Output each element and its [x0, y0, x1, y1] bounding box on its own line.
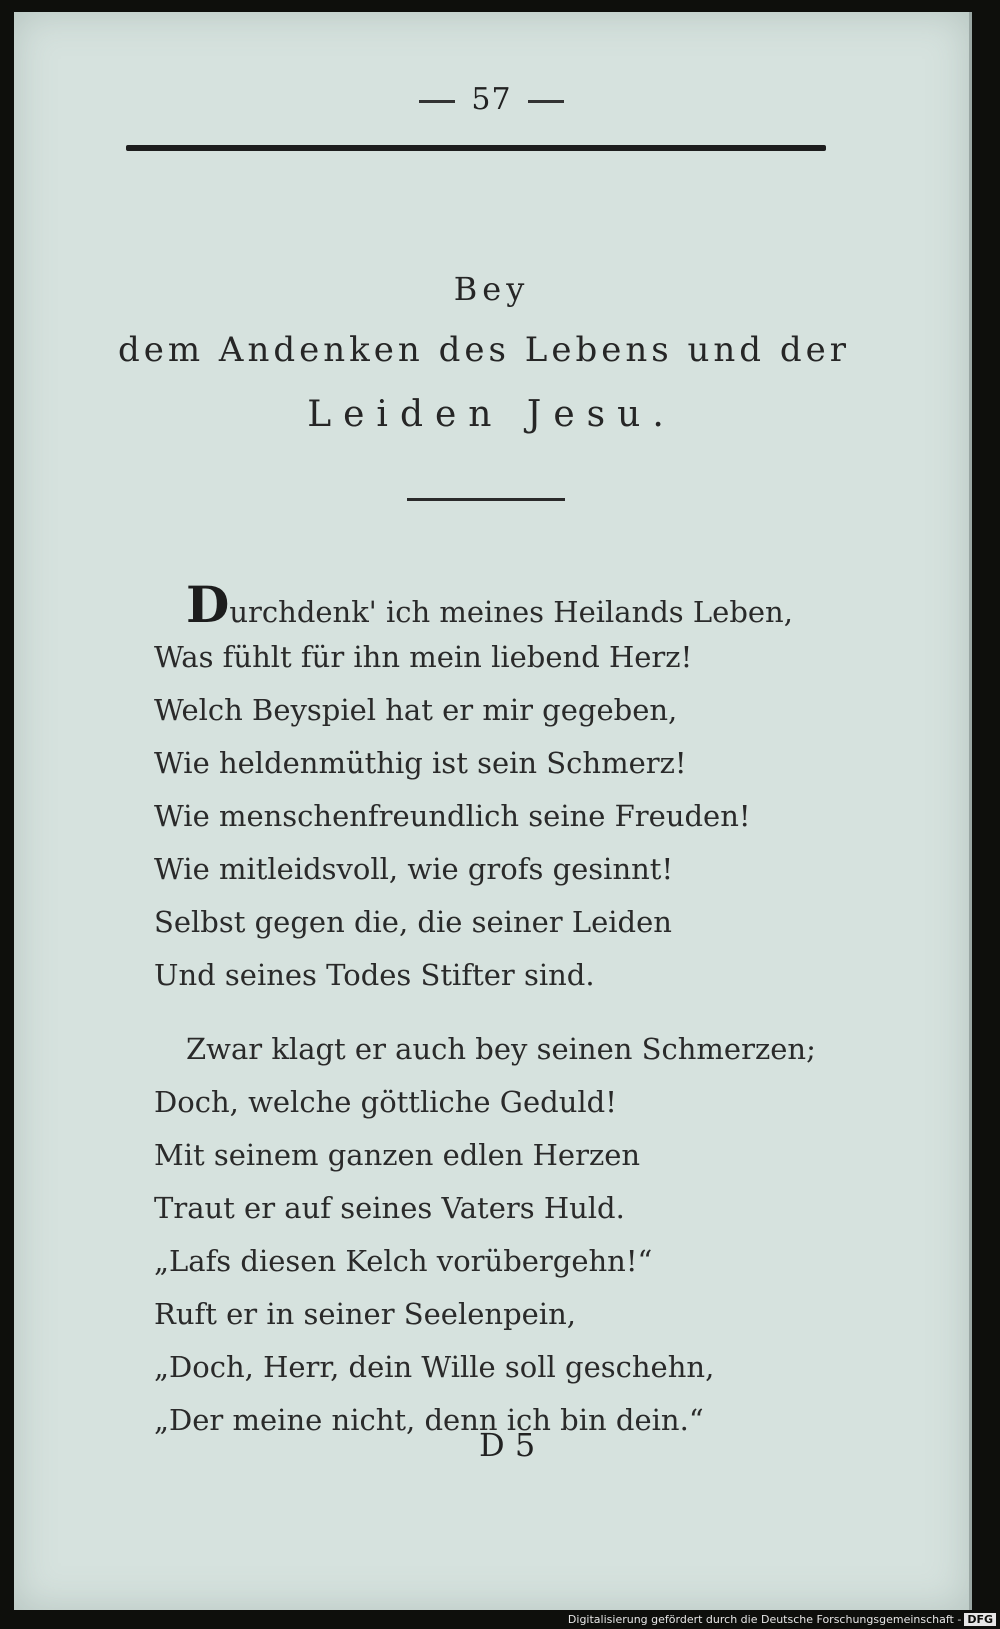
stanza-2 [154, 1023, 834, 1447]
stanza-line: Wie heldenmüthig ist sein Schmerz! [154, 746, 687, 780]
page-header [14, 82, 969, 117]
book-page [14, 12, 972, 1610]
footer-text: Digitalisierung gefördert durch die Deutsche Forschungsgemeinschaft - [567, 1613, 962, 1626]
bleed-through-text [194, 132, 854, 344]
page-number: 57 [471, 82, 512, 117]
stanza-line: Wie menschenfreundlich seine Freuden! [154, 799, 751, 833]
stanza-line: Und seines Todes Stifter sind. [154, 958, 595, 992]
stanza-line: Wie mitleidsvoll, wie grofs gesinnt! [154, 852, 674, 886]
stanza-line: Zwar klagt er auch bey seinen Schmerzen; [186, 1032, 816, 1066]
title-rule [407, 498, 565, 501]
stanza-line: Traut er auf seines Vaters Huld. [154, 1191, 625, 1225]
stanza-line: Welch Beyspiel hat er mir gegeben, [154, 693, 678, 727]
stanza-1-line-1-rest: urchdenk' ich meines Heilands Leben, [229, 595, 793, 629]
header-dash-right [528, 100, 564, 103]
stanza-line: Ruft er in seiner Seelenpein, [154, 1297, 576, 1331]
header-rule [126, 145, 826, 151]
stanza-line: Mit seinem ganzen edlen Herzen [154, 1138, 641, 1172]
signature-mark: D 5 [479, 1426, 536, 1464]
digitization-footer [568, 1613, 996, 1626]
stanza-line: „Lafs diesen Kelch vorübergehn!“ [154, 1244, 653, 1278]
title-line-1: Bey [453, 270, 530, 308]
dfg-logo: DFG [964, 1613, 996, 1626]
title-line-2: dem Andenken des Lebens und der [118, 330, 850, 370]
stanza-line: „Doch, Herr, dein Wille soll geschehn, [154, 1350, 715, 1384]
stanza-line: Was fühlt für ihn mein liebend Herz! [154, 640, 693, 674]
stanza-1 [154, 575, 834, 1002]
header-dash-left [419, 100, 455, 103]
stanza-1-line-1 [154, 575, 834, 634]
stanza-line: Selbst gegen die, die seiner Leiden [154, 905, 672, 939]
drop-cap: D [186, 575, 230, 634]
stanza-line: „Der meine nicht, denn ich bin dein.“ [154, 1403, 704, 1437]
stanza-line: Doch, welche göttliche Geduld! [154, 1085, 617, 1119]
title-line-3: Leiden Jesu. [307, 394, 676, 435]
